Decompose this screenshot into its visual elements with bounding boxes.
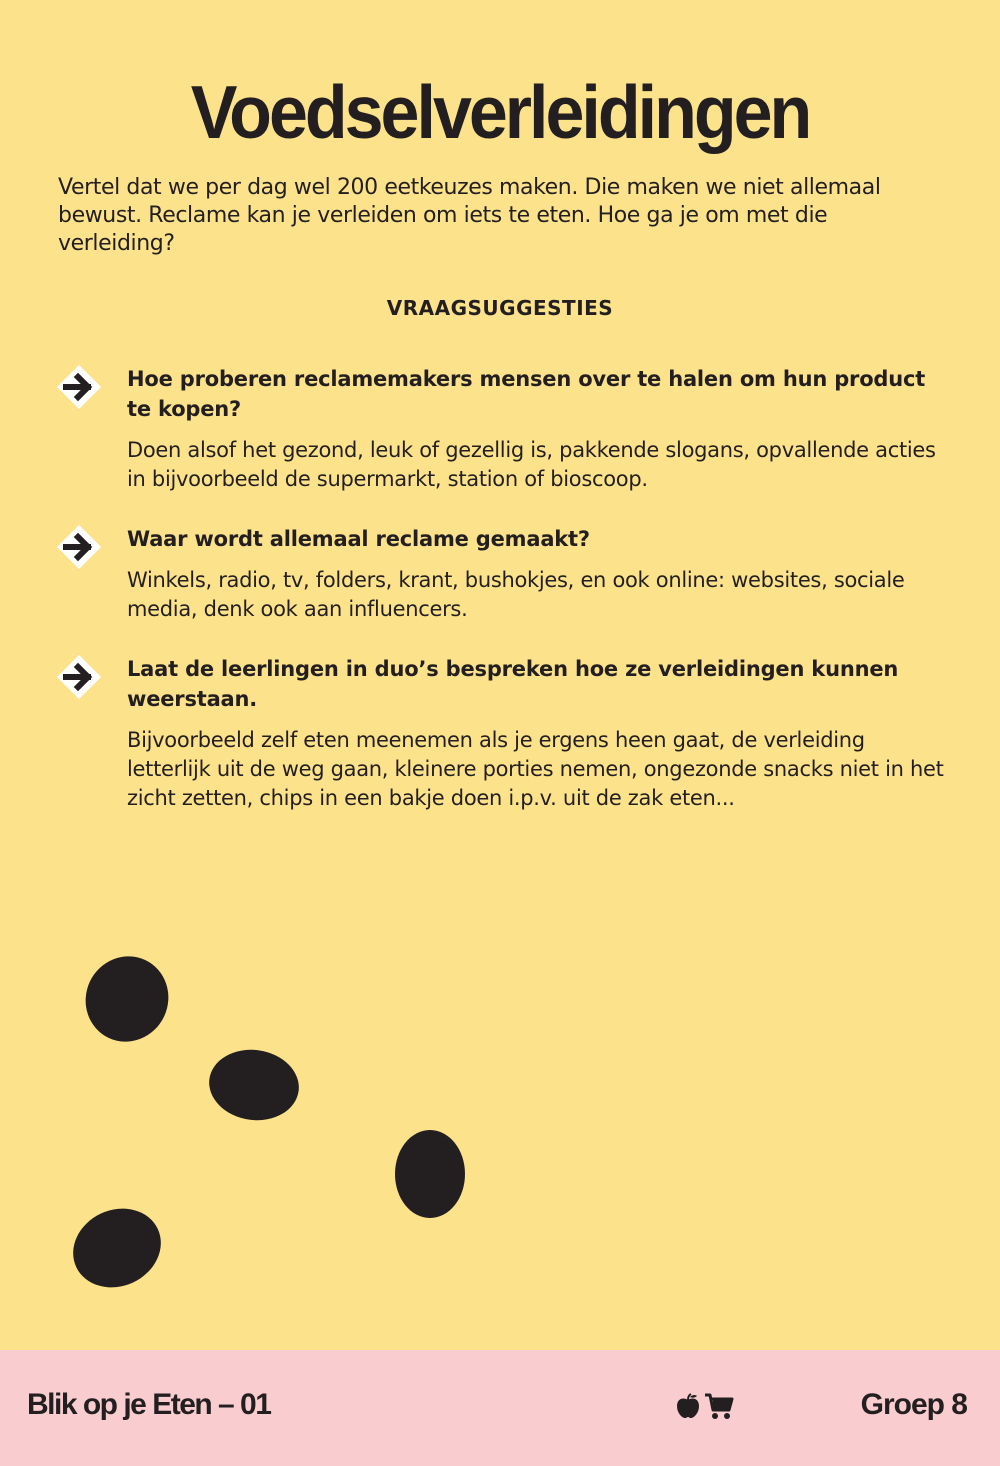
apple-icon	[676, 1393, 700, 1419]
intro-text: Vertel dat we per dag wel 200 eetkeuzes maken. Die maken we niet allemaal bewust. Reclame kan je verleiden om iets te eten. Hoe ga je om met die verleiding?	[58, 175, 881, 256]
decorative-blob	[205, 1044, 304, 1126]
arrow-icon	[56, 524, 102, 570]
section-heading: VRAAGSUGGESTIES	[386, 296, 614, 320]
decorative-blob	[60, 1195, 174, 1302]
question-text: Waar wordt allemaal reclame gemaakt?	[127, 527, 590, 551]
answer-text: Bijvoorbeeld zelf eten meenemen als je ergens heen gaat, de verleiding letterlijk uit de weg gaan, kleinere porties nemen, ongezonde snacks niet in het zicht zetten, chips in een bakje doen i.p.v. uit de zak eten...	[127, 728, 944, 810]
arrow-icon	[56, 364, 102, 410]
decorative-blob	[395, 1130, 465, 1218]
footer-group-label: Groep 8	[860, 1388, 967, 1421]
decorative-blob	[72, 943, 183, 1056]
shopping-cart-icon	[704, 1392, 734, 1420]
arrow-icon	[56, 654, 102, 700]
question-text: Hoe proberen reclamemakers mensen over te halen om hun product te kopen?	[127, 367, 926, 421]
footer	[0, 1350, 1000, 1466]
footer-icons	[676, 1391, 736, 1421]
answer-text: Winkels, radio, tv, folders, krant, bushokjes, en ook online: websites, sociale media, denk ook aan influencers.	[127, 568, 905, 621]
footer-series-title: Blik op je Eten – 01	[27, 1388, 271, 1421]
answer-text: Doen alsof het gezond, leuk of gezellig is, pakkende slogans, opvallende acties in bijvoorbeeld de supermarkt, station of bioscoop.	[127, 438, 936, 491]
page-title: Voedselverleidingen	[190, 69, 810, 155]
question-text: Laat de leerlingen in duo’s bespreken hoe ze verleidingen kunnen weerstaan.	[127, 657, 899, 711]
